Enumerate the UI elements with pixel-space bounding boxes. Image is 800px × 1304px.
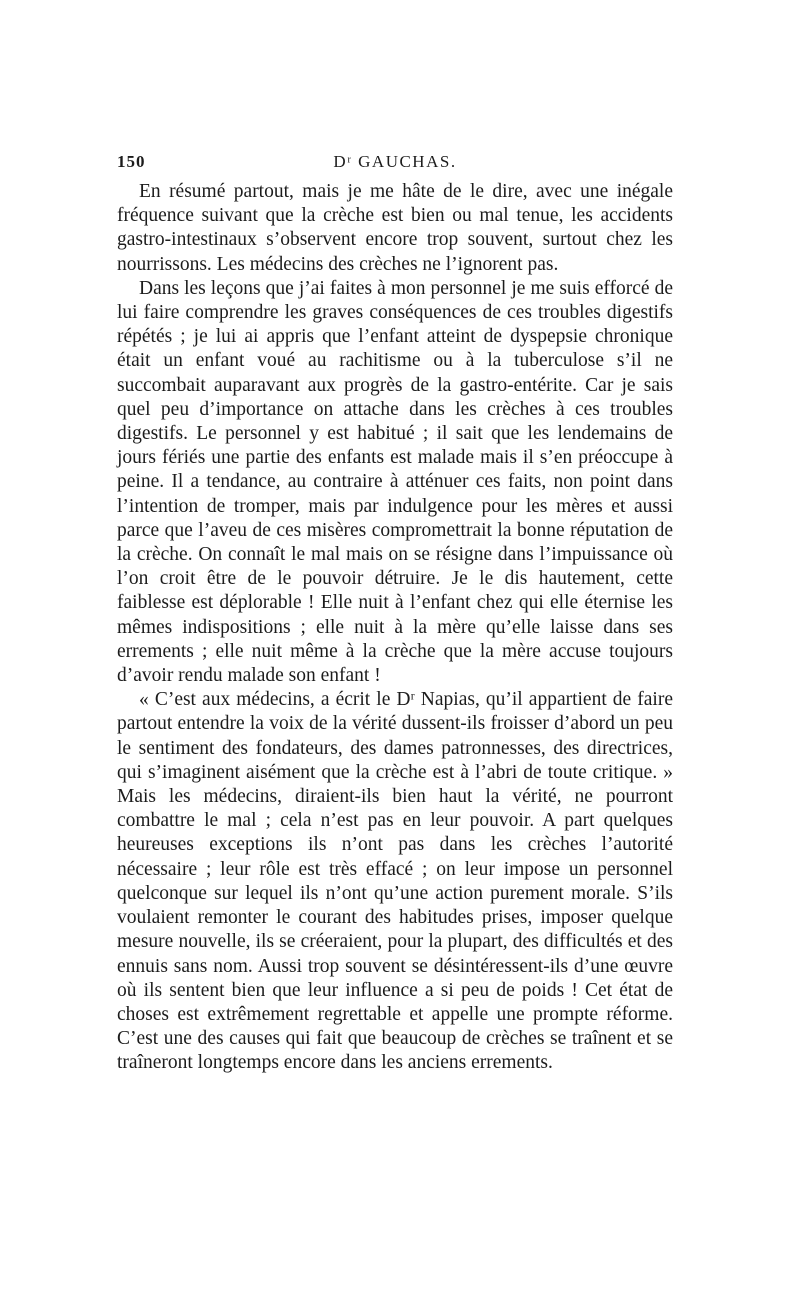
page-number: 150	[117, 152, 146, 171]
body-text	[117, 180, 673, 1076]
paragraph: Dans les leçons que j’ai faites à mon personnel je me suis efforcé de lui faire comprendre les graves conséquences de ces troubles digestifs répétés ; je lui ai appris que l’enfant atteint de dyspepsie chronique était un enfant voué au rachitisme ou à la tuberculose s’il ne succombait auparavant aux progrès de la gastro-entérite. Car je sais quel peu d’importance on attache dans les crèches à ces troubles digestifs. Le personnel y est habitué ; il sait que les lendemains de jours fériés une partie des enfants est malade mais il s’en préoccupe à peine. Il a tendance, au contraire à atténuer ces faits, non point dans l’intention de tromper, mais par indulgence pour les mères et aussi parce que l’aveu de ces misères compromettrait la bonne réputation de la crèche. On connaît le mal mais on se résigne dans l’impuissance où l’on croit être de le pouvoir détruire. Je le dis hautement, cette faiblesse est déplorable ! Elle nuit à l’enfant chez qui elle éternise les mêmes indispositions ; elle nuit à la mère qu’elle laisse dans ses errements ; elle nuit même à la crèche que la mère accuse toujours d’avoir rendu malade son enfant !	[117, 277, 673, 687]
page-header	[117, 152, 673, 180]
book-page	[117, 152, 673, 1076]
paragraph: En résumé partout, mais je me hâte de le dire, avec une inégale fréquence suivant que la crèche est bien ou mal tenue, les accidents gastro-intestinaux s’observent encore trop souvent, surtout chez les nourrissons. Les médecins des crèches ne l’ignorent pas.	[117, 181, 673, 275]
paragraph: « C’est aux médecins, a écrit le Dʳ Napias, qu’il appartient de faire partout entendre la voix de la vérité dussent-ils froisser d’abord un peu le sentiment des fondateurs, des dames patronnesses, des directrices, qui s’imaginent aisément que la crèche est à l’abri de toute critique. » Mais les médecins, diraient-ils bien haut la vérité, ne pourront combattre le mal ; cela n’est pas en leur pouvoir. A part quelques heureuses exceptions ils n’ont pas dans les crèches l’autorité nécessaire ; leur rôle est très effacé ; on leur impose un personnel quelconque sur lequel ils n’ont qu’une action purement morale. S’ils voulaient remonter le courant des habitudes prises, imposer quelque mesure nouvelle, ils se créeraient, pour la plupart, des difficultés et des ennuis sans nom. Aussi trop souvent se désintéressent-ils d’une œuvre où ils sentent bien que leur influence a si peu de poids ! Cet état de choses est extrêmement regrettable et appelle une prompte réforme. C’est une des causes qui fait que beaucoup de crèches se traînent et se traîneront longtemps encore dans les anciens errements.	[117, 689, 673, 1074]
running-head: Dʳ GAUCHAS.	[333, 152, 457, 171]
